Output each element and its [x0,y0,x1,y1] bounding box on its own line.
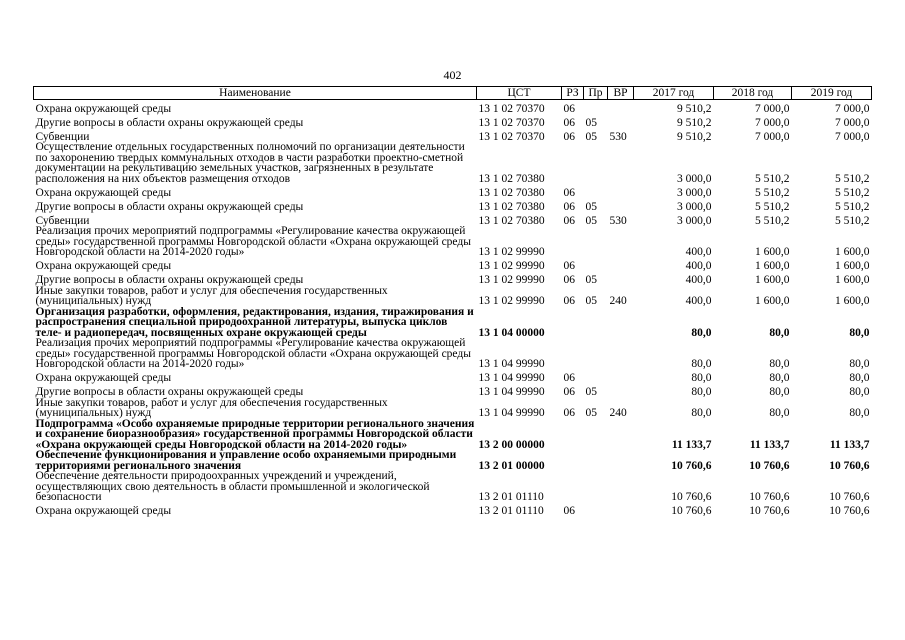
cell-vr [608,114,634,128]
cell-rz [562,450,584,471]
cell-2019: 5 510,2 [835,172,870,185]
cell-2018: 5 510,2 [755,200,790,213]
cell-rz: 06 [563,505,575,517]
cell-name: Обеспечение функционирования и управление особо охраняемыми природными территориями регионального значения [35,449,457,472]
table-row [34,338,872,370]
table-row [34,272,872,286]
table-row [34,286,872,307]
cell-code: 13 1 02 70380 [478,186,545,199]
header-pr: Пр [584,87,608,100]
cell-vr [608,226,634,258]
cell-rz: 06 [563,372,575,384]
cell-name: Реализация прочих мероприятий подпрограммы «Регулирование качества окружающей среды» государственной программы Новгородской области «Охрана окружающей среды Новгородской области на 2014-2020 годы» [35,337,471,370]
cell-rz: 06 [563,407,575,419]
cell-vr [608,384,634,398]
cell-rz [562,471,584,503]
cell-2017: 80,0 [691,372,712,384]
cell-code: 13 1 02 70370 [478,116,545,129]
cell-pr [584,338,608,370]
cell-rz [562,142,584,184]
cell-2018: 1 600,0 [755,274,790,286]
cell-rz: 06 [563,130,575,143]
cell-code: 13 1 04 99990 [478,386,545,398]
cell-name: Осуществление отдельных государственных полномочий по организации деятельности по захоронению твердых коммунальных отходов в части разработки проектно-сметной документации на рекультивацию земельных участков, загрязненных в результате расположения на них объектов размещения отходов [35,141,465,185]
cell-2019: 80,0 [849,372,870,384]
cell-code: 13 2 01 01110 [478,491,544,503]
cell-rz: 06 [563,102,575,115]
header-2018: 2018 год [714,87,792,100]
cell-2019: 80,0 [849,386,870,398]
cell-code: 13 1 02 99990 [478,246,545,258]
table-row [34,128,872,142]
header-2019: 2019 год [792,87,872,100]
cell-2017: 11 133,7 [671,438,712,451]
cell-pr: 05 [585,386,597,398]
cell-code: 13 1 04 99990 [478,407,545,419]
cell-rz: 06 [563,214,575,227]
cell-name: Организация разработки, оформления, редактирования, издания, тиражирования и распространения специальной природоохранной литературы, выпуска циклов теле- и радиопередач, посвященных охране окружающей среды [35,305,474,339]
cell-rz [562,419,584,451]
cell-2017: 80,0 [691,386,712,398]
page-number: 402 [443,68,462,82]
cell-pr [584,142,608,184]
cell-code: 13 1 02 99990 [478,295,545,307]
cell-name: Охрана окружающей среды [35,505,172,517]
cell-2017: 10 760,6 [671,459,712,472]
cell-vr [608,258,634,272]
table-row [34,100,872,115]
cell-pr [584,100,608,115]
cell-2018: 80,0 [769,407,790,419]
cell-pr [584,450,608,471]
cell-2017: 9 510,2 [677,130,712,143]
cell-name: Охрана окружающей среды [35,260,172,272]
cell-code: 13 2 01 01110 [478,505,544,517]
cell-rz: 06 [563,186,575,199]
table-row [34,307,872,339]
cell-vr [608,272,634,286]
budget-table [33,86,872,517]
cell-2017: 10 760,6 [671,491,712,503]
cell-pr: 05 [585,130,597,143]
cell-name: Другие вопросы в области охраны окружающей среды [35,386,304,398]
cell-2018: 80,0 [769,358,790,370]
table-row [34,450,872,471]
table-row [34,212,872,226]
cell-2018: 10 760,6 [749,459,790,472]
cell-vr: 530 [609,130,627,143]
cell-2019: 1 600,0 [835,246,870,258]
cell-rz [562,338,584,370]
cell-2018: 7 000,0 [755,130,790,143]
cell-name: Охрана окружающей среды [35,372,172,384]
table-row [34,471,872,503]
table-row [34,198,872,212]
cell-2017: 400,0 [685,295,712,307]
cell-rz [562,307,584,339]
cell-2019: 5 510,2 [835,200,870,213]
cell-2017: 3 000,0 [677,186,712,199]
cell-pr [584,503,608,517]
cell-2019: 1 600,0 [835,274,870,286]
cell-name: Иные закупки товаров, работ и услуг для обеспечения государственных (муниципальных) нужд [35,396,388,419]
cell-code: 13 1 02 70380 [478,172,545,185]
cell-rz [562,226,584,258]
cell-code: 13 1 04 00000 [478,326,545,339]
cell-pr [584,258,608,272]
cell-2019: 7 000,0 [835,116,870,129]
cell-2017: 3 000,0 [677,214,712,227]
cell-2018: 80,0 [769,386,790,398]
cell-pr [584,184,608,198]
cell-vr [608,471,634,503]
cell-code: 13 1 02 70380 [478,214,545,227]
cell-vr [608,503,634,517]
cell-vr: 530 [609,214,627,227]
cell-2019: 5 510,2 [835,186,870,199]
cell-2019: 7 000,0 [835,102,870,115]
header-vr: ВР [608,87,634,100]
cell-2018: 5 510,2 [755,186,790,199]
cell-2017: 9 510,2 [677,102,712,115]
cell-name: Субвенции [35,214,90,227]
cell-2019: 10 760,6 [829,491,870,503]
cell-2019: 10 760,6 [829,505,870,517]
cell-2018: 10 760,6 [749,505,790,517]
cell-2018: 5 510,2 [755,172,790,185]
cell-code: 13 1 02 70380 [478,200,545,213]
cell-2019: 5 510,2 [835,214,870,227]
cell-vr [608,370,634,384]
cell-name: Реализация прочих мероприятий подпрограммы «Регулирование качества окружающей среды» государственной программы Новгородской области «Охрана окружающей среды Новгородской области на 2014-2020 годы» [35,225,471,258]
cell-name: Другие вопросы в области охраны окружающей среды [35,116,304,129]
cell-2019: 11 133,7 [829,438,870,451]
cell-name: Обеспечение деятельности природоохранных учреждений и учреждений, осуществляющих свою деятельность в области промышленной и экологической безопасности [35,470,430,503]
cell-vr: 240 [609,407,627,419]
cell-pr: 05 [585,200,597,213]
cell-code: 13 1 02 70370 [478,130,545,143]
cell-vr [608,450,634,471]
header-rz: РЗ [562,87,584,100]
cell-2018: 11 133,7 [749,438,790,451]
header-name: Наименование [34,87,477,100]
cell-2019: 10 760,6 [829,459,870,472]
cell-2017: 80,0 [691,326,712,339]
cell-code: 13 1 04 99990 [478,372,545,384]
cell-rz: 06 [563,295,575,307]
cell-2018: 5 510,2 [755,214,790,227]
cell-vr [608,184,634,198]
cell-vr [608,100,634,115]
cell-2017: 10 760,6 [671,505,712,517]
cell-code: 13 1 02 70370 [478,102,545,115]
table-row [34,114,872,128]
cell-2019: 80,0 [849,358,870,370]
cell-rz: 06 [563,116,575,129]
cell-rz: 06 [563,260,575,272]
cell-2017: 400,0 [685,260,712,272]
cell-name: Охрана окружающей среды [35,186,172,199]
cell-2017: 400,0 [685,246,712,258]
cell-code: 13 1 04 99990 [478,358,545,370]
cell-2018: 1 600,0 [755,260,790,272]
cell-2017: 9 510,2 [677,116,712,129]
cell-name: Другие вопросы в области охраны окружающей среды [35,274,304,286]
cell-2019: 1 600,0 [835,295,870,307]
cell-vr [608,142,634,184]
cell-code: 13 2 00 00000 [478,438,545,451]
cell-pr: 05 [585,214,597,227]
cell-2019: 80,0 [849,326,870,339]
cell-rz: 06 [563,200,575,213]
cell-name: Охрана окружающей среды [35,102,172,115]
cell-code: 13 1 02 99990 [478,274,545,286]
cell-2019: 7 000,0 [835,130,870,143]
cell-2018: 1 600,0 [755,246,790,258]
cell-2017: 80,0 [691,358,712,370]
cell-pr: 05 [585,274,597,286]
cell-rz: 06 [563,386,575,398]
cell-pr: 05 [585,116,597,129]
cell-name: Иные закупки товаров, работ и услуг для обеспечения государственных (муниципальных) нужд [35,284,388,307]
cell-vr: 240 [609,295,627,307]
cell-2018: 80,0 [769,372,790,384]
cell-2017: 80,0 [691,407,712,419]
cell-2019: 1 600,0 [835,260,870,272]
table-row [34,226,872,258]
cell-vr [608,307,634,339]
cell-2018: 80,0 [769,326,790,339]
table-row [34,142,872,184]
header-code: ЦСТ [477,87,562,100]
cell-pr: 05 [585,295,597,307]
cell-pr [584,226,608,258]
table-row [34,419,872,451]
cell-rz: 06 [563,274,575,286]
table-row [34,503,872,517]
cell-name: Подпрограмма «Особо охраняемые природные территории регионального значения и сохранение биоразнообразия» государственной программы Новгородской области «Охрана окружающей среды Новгородской области на 2014-2020 годы» [35,417,475,451]
table-row [34,184,872,198]
cell-name: Субвенции [35,130,90,143]
cell-2018: 10 760,6 [749,491,790,503]
cell-pr [584,419,608,451]
cell-vr [608,419,634,451]
table-row [34,370,872,384]
table-row [34,384,872,398]
cell-vr [608,198,634,212]
cell-name: Другие вопросы в области охраны окружающей среды [35,200,304,213]
cell-2018: 7 000,0 [755,116,790,129]
cell-pr [584,471,608,503]
cell-pr: 05 [585,407,597,419]
cell-code: 13 2 01 00000 [478,459,545,472]
cell-2017: 3 000,0 [677,172,712,185]
header-2017: 2017 год [634,87,714,100]
cell-2019: 80,0 [849,407,870,419]
cell-2018: 1 600,0 [755,295,790,307]
cell-2017: 3 000,0 [677,200,712,213]
cell-pr [584,307,608,339]
table-header-row [34,87,872,100]
table-row [34,258,872,272]
cell-2018: 7 000,0 [755,102,790,115]
table-body [34,100,872,517]
table-row [34,398,872,419]
cell-2017: 400,0 [685,274,712,286]
cell-vr [608,338,634,370]
cell-pr [584,370,608,384]
cell-code: 13 1 02 99990 [478,260,545,272]
